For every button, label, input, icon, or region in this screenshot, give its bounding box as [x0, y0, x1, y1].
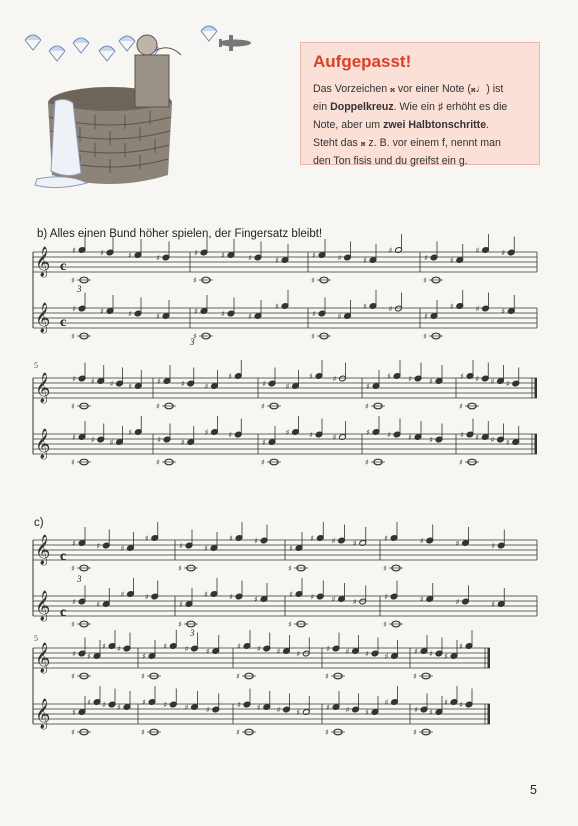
sharp-icon: ♯ — [423, 332, 427, 341]
sharp-icon: ♯ — [193, 276, 197, 285]
sharp-icon: ♯ — [429, 435, 433, 445]
info-box-title: Aufgepasst! — [313, 52, 412, 71]
sharp-icon: ♯ — [429, 649, 433, 659]
sharp-icon: ♯ — [423, 276, 427, 285]
final-barline-thick — [535, 434, 538, 454]
sharp-icon: ♯ — [248, 253, 252, 263]
sharp-icon: ♯ — [455, 597, 460, 607]
sharp-icon: ♯ — [285, 428, 290, 437]
sharp-icon: ♯ — [117, 703, 121, 712]
final-barline-thick — [535, 378, 538, 398]
treble-clef-icon: 𝄞 — [35, 591, 51, 621]
sharp-icon: ♯ — [141, 728, 145, 737]
treble-clef-icon: 𝄞 — [35, 535, 51, 565]
info-text: vor einer Note ( — [394, 83, 471, 95]
sharp-icon: ♯ — [144, 592, 149, 602]
sharp-icon: ♯ — [72, 304, 76, 314]
sharp-icon: ♯ — [459, 642, 463, 651]
sharp-icon: ♯ — [204, 544, 208, 553]
sharp-symbol: ♯ — [437, 101, 444, 113]
sharp-icon: ♯ — [490, 435, 495, 445]
sharp-icon: ♯ — [90, 435, 95, 445]
sharp-icon: ♯ — [325, 672, 329, 681]
double-sharp-symbol: 𝄪 — [360, 137, 366, 149]
sharp-icon: ♯ — [179, 600, 183, 609]
triplet-mark: 3 — [190, 337, 195, 347]
sharp-icon: ♯ — [184, 644, 189, 654]
info-text: . Wie ein — [393, 101, 438, 113]
sharp-icon: ♯ — [275, 256, 279, 265]
sharp-icon: ♯ — [460, 372, 464, 381]
time-signature: c — [60, 315, 67, 330]
sharp-icon: ♯ — [331, 595, 336, 604]
sharp-icon: ♯ — [345, 705, 350, 715]
sharp-icon: ♯ — [459, 700, 463, 710]
sharp-icon: ♯ — [163, 700, 168, 710]
sharp-icon: ♯ — [87, 698, 91, 707]
treble-clef-icon: 𝄞 — [35, 373, 51, 403]
sharp-icon: ♯ — [325, 728, 329, 737]
sharp-icon: ♯ — [459, 458, 463, 467]
sharp-icon: ♯ — [449, 256, 454, 265]
sharp-icon: ♯ — [444, 698, 448, 707]
sharp-icon: ♯ — [128, 382, 133, 391]
sharp-icon: ♯ — [413, 728, 417, 737]
sharp-icon: ♯ — [352, 597, 357, 607]
info-text: Das Vorzeichen — [313, 83, 391, 95]
sharp-icon: ♯ — [72, 433, 76, 442]
sharp-icon: ♯ — [109, 438, 114, 447]
sharp-icon: ♯ — [193, 332, 197, 341]
sharp-icon: ♯ — [256, 703, 261, 712]
info-text: . — [486, 119, 490, 131]
sharp-icon: ♯ — [205, 705, 210, 715]
sharp-icon: ♯ — [366, 382, 370, 391]
sharp-icon: ♯ — [289, 590, 293, 599]
sharp-icon: ♯ — [384, 534, 388, 543]
final-barline-thick — [488, 704, 491, 724]
sharp-icon: ♯ — [285, 382, 290, 391]
sharp-icon: ♯ — [460, 430, 464, 440]
sharp-icon: ♯ — [309, 372, 313, 381]
sharp-icon: ♯ — [179, 541, 183, 551]
sharp-icon: ♯ — [365, 458, 369, 467]
sharp-icon: ♯ — [128, 251, 132, 260]
sharp-icon: ♯ — [296, 649, 301, 659]
sharp-icon: ♯ — [71, 620, 75, 629]
sharp-icon: ♯ — [72, 649, 76, 659]
sharp-icon: ♯ — [388, 246, 393, 255]
sharp-icon: ♯ — [491, 600, 496, 609]
sharp-icon: ♯ — [309, 430, 313, 440]
treble-clef-icon: 𝄞 — [35, 429, 51, 459]
sharp-icon: ♯ — [157, 377, 161, 386]
sharp-icon: ♯ — [156, 253, 160, 263]
sharp-icon: ♯ — [178, 564, 182, 573]
sharp-icon: ♯ — [228, 372, 233, 381]
sharp-icon: ♯ — [429, 708, 433, 717]
measure-number: 5 — [34, 634, 38, 643]
sharp-icon: ♯ — [387, 430, 391, 440]
sharp-icon: ♯ — [178, 620, 182, 629]
time-signature: c — [60, 605, 67, 620]
sharp-icon: ♯ — [424, 253, 428, 263]
sharp-icon: ♯ — [156, 312, 160, 321]
info-text: erhöht es die — [443, 101, 508, 113]
double-sharp-symbol: 𝄪 — [390, 83, 395, 95]
exercise-b-caption: b) Alles einen Bund höher spielen, der Fingersatz bleibt! — [37, 228, 323, 240]
sharp-icon: ♯ — [276, 647, 281, 656]
sharp-icon: ♯ — [311, 276, 315, 285]
sharp-icon: ♯ — [262, 438, 266, 447]
sharp-icon: ♯ — [163, 642, 168, 651]
sharp-icon: ♯ — [254, 536, 258, 546]
sharp-icon: ♯ — [229, 592, 233, 602]
term-doppelkreuz: Doppelkreuz — [330, 101, 394, 113]
sharp-icon: ♯ — [156, 402, 160, 411]
sharp-icon: ♯ — [180, 438, 185, 447]
sharp-icon: ♯ — [288, 620, 292, 629]
sharp-icon: ♯ — [352, 539, 357, 548]
sharp-icon: ♯ — [180, 379, 185, 389]
sharp-icon: ♯ — [490, 377, 495, 386]
sharp-icon: ♯ — [72, 539, 76, 548]
info-text: den Ton fisis und du greifst ein g. — [313, 155, 468, 167]
sharp-icon: ♯ — [275, 302, 279, 311]
time-signature: c — [60, 549, 67, 564]
sharp-icon: ♯ — [311, 332, 315, 341]
treble-clef-icon: 𝄞 — [35, 699, 51, 729]
sharp-icon: ♯ — [345, 647, 350, 656]
sharp-icon: ♯ — [449, 302, 454, 311]
sharp-icon: ♯ — [237, 700, 241, 710]
sharp-icon: ♯ — [261, 458, 265, 467]
term-halbtonschritte: zwei Halbtonschritte — [383, 119, 487, 131]
sharp-icon: ♯ — [71, 728, 75, 737]
sharp-icon: ♯ — [71, 458, 75, 467]
sharp-icon: ♯ — [384, 652, 389, 661]
sharp-icon: ♯ — [363, 302, 367, 311]
sharp-icon: ♯ — [312, 251, 316, 260]
info-text: z. B. vor einem f, nennt man — [365, 137, 501, 149]
sharp-icon: ♯ — [326, 703, 330, 712]
sharp-icon: ♯ — [414, 705, 418, 715]
sharp-icon: ♯ — [109, 379, 114, 389]
sharp-icon: ♯ — [128, 428, 133, 437]
exercise-c-caption: c) — [34, 517, 44, 529]
sharp-icon: ♯ — [413, 672, 417, 681]
sharp-icon: ♯ — [363, 256, 367, 265]
sharp-icon: ♯ — [475, 246, 480, 255]
page-number: 5 — [530, 783, 537, 797]
sharp-icon: ♯ — [96, 600, 101, 609]
sharp-icon: ♯ — [204, 590, 208, 599]
sharp-icon: ♯ — [254, 595, 258, 604]
sharp-icon: ♯ — [142, 652, 146, 661]
sharp-icon: ♯ — [71, 276, 75, 285]
sharp-icon: ♯ — [205, 647, 210, 656]
sharp-icon: ♯ — [156, 458, 160, 467]
sharp-icon: ♯ — [288, 564, 292, 573]
sharp-icon: ♯ — [144, 534, 149, 543]
sharp-icon: ♯ — [429, 377, 433, 386]
treble-clef-icon: 𝄞 — [35, 303, 51, 333]
sharp-icon: ♯ — [248, 312, 252, 321]
sharp-icon: ♯ — [408, 433, 412, 442]
sharp-icon: ♯ — [71, 672, 75, 681]
sharp-icon: ♯ — [365, 708, 369, 717]
sharp-icon: ♯ — [455, 539, 460, 548]
sharp-icon: ♯ — [491, 541, 496, 551]
sharp-icon: ♯ — [236, 672, 240, 681]
sharp-icon: ♯ — [102, 642, 106, 651]
sharp-icon: ♯ — [237, 642, 241, 651]
sharp-icon: ♯ — [337, 253, 342, 263]
triplet-mark: 3 — [77, 574, 82, 584]
sharp-icon: ♯ — [501, 248, 506, 258]
sharp-icon: ♯ — [100, 307, 104, 316]
sharp-icon: ♯ — [71, 402, 75, 411]
sharp-icon: ♯ — [96, 541, 101, 551]
sharp-icon: ♯ — [142, 698, 146, 707]
sharp-icon: ♯ — [256, 644, 261, 654]
sharp-icon: ♯ — [475, 433, 480, 442]
treble-clef-icon: 𝄞 — [35, 643, 51, 673]
sharp-icon: ♯ — [310, 534, 315, 543]
sharp-icon: ♯ — [312, 309, 316, 319]
sharp-icon: ♯ — [72, 708, 76, 717]
measure-number: 5 — [34, 361, 38, 370]
sharp-icon: ♯ — [184, 703, 189, 712]
triplet-mark: 3 — [77, 284, 82, 294]
sharp-icon: ♯ — [221, 251, 225, 260]
sharp-icon: ♯ — [419, 595, 424, 604]
sharp-icon: ♯ — [326, 644, 330, 654]
sharp-icon: ♯ — [221, 309, 225, 319]
info-text: ) ist — [486, 83, 504, 95]
sharp-icon: ♯ — [204, 428, 209, 437]
sharp-icon: ♯ — [444, 652, 448, 661]
sharp-icon: ♯ — [204, 382, 209, 391]
sharp-icon: ♯ — [157, 435, 161, 445]
sharp-icon: ♯ — [383, 620, 387, 629]
sharp-icon: ♯ — [100, 248, 104, 258]
sharp-icon: ♯ — [120, 590, 125, 599]
sharp-icon: ♯ — [384, 592, 388, 602]
sharp-icon: ♯ — [475, 304, 480, 314]
info-text: Note, aber um — [313, 119, 384, 131]
triplet-mark: 3 — [190, 628, 195, 638]
sharp-icon: ♯ — [194, 307, 198, 316]
sharp-icon: ♯ — [261, 402, 265, 411]
sharp-icon: ♯ — [475, 374, 480, 384]
sharp-icon: ♯ — [384, 698, 389, 707]
sharp-icon: ♯ — [383, 564, 387, 573]
sharp-icon: ♯ — [332, 433, 337, 442]
sharp-icon: ♯ — [262, 379, 266, 389]
sharp-icon: ♯ — [71, 332, 75, 341]
sharp-icon: ♯ — [141, 672, 145, 681]
sharp-icon: ♯ — [128, 309, 132, 319]
time-signature: c — [60, 259, 67, 274]
sharp-icon: ♯ — [229, 534, 233, 543]
sharp-icon: ♯ — [331, 536, 336, 546]
sharp-icon: ♯ — [337, 312, 342, 321]
sharp-icon: ♯ — [72, 597, 76, 607]
sharp-icon: ♯ — [459, 402, 463, 411]
sharp-icon: ♯ — [408, 374, 412, 384]
sharp-icon: ♯ — [310, 592, 315, 602]
sharp-icon: ♯ — [87, 652, 91, 661]
sharp-icon: ♯ — [366, 428, 370, 437]
sharp-icon: ♯ — [276, 705, 281, 715]
sharp-icon: ♯ — [194, 248, 198, 258]
sharp-icon: ♯ — [332, 374, 337, 384]
sharp-icon: ♯ — [117, 644, 121, 654]
double-sharp-note-symbol: 𝄪♩ — [470, 83, 487, 95]
sharp-icon: ♯ — [387, 372, 391, 381]
sharp-icon: ♯ — [228, 430, 233, 440]
sharp-icon: ♯ — [72, 374, 76, 384]
sharp-icon: ♯ — [419, 536, 424, 546]
sharp-icon: ♯ — [388, 304, 393, 314]
sharp-icon: ♯ — [71, 564, 75, 573]
treble-clef-icon: 𝄞 — [35, 247, 51, 277]
sharp-icon: ♯ — [236, 728, 240, 737]
info-text: ein — [313, 101, 331, 113]
sharp-icon: ♯ — [501, 307, 506, 316]
sharp-icon: ♯ — [289, 544, 293, 553]
sharp-icon: ♯ — [365, 402, 369, 411]
sharp-icon: ♯ — [505, 379, 510, 389]
sharp-icon: ♯ — [296, 708, 301, 717]
sharp-icon: ♯ — [120, 544, 125, 553]
sharp-icon: ♯ — [505, 438, 510, 447]
sharp-icon: ♯ — [102, 700, 106, 710]
sharp-icon: ♯ — [90, 377, 95, 386]
sharp-icon: ♯ — [424, 312, 428, 321]
sharp-icon: ♯ — [72, 246, 76, 255]
info-text: Steht das — [313, 137, 361, 149]
final-barline-thick — [488, 648, 491, 668]
sharp-icon: ♯ — [365, 649, 369, 659]
sharp-icon: ♯ — [414, 647, 418, 656]
